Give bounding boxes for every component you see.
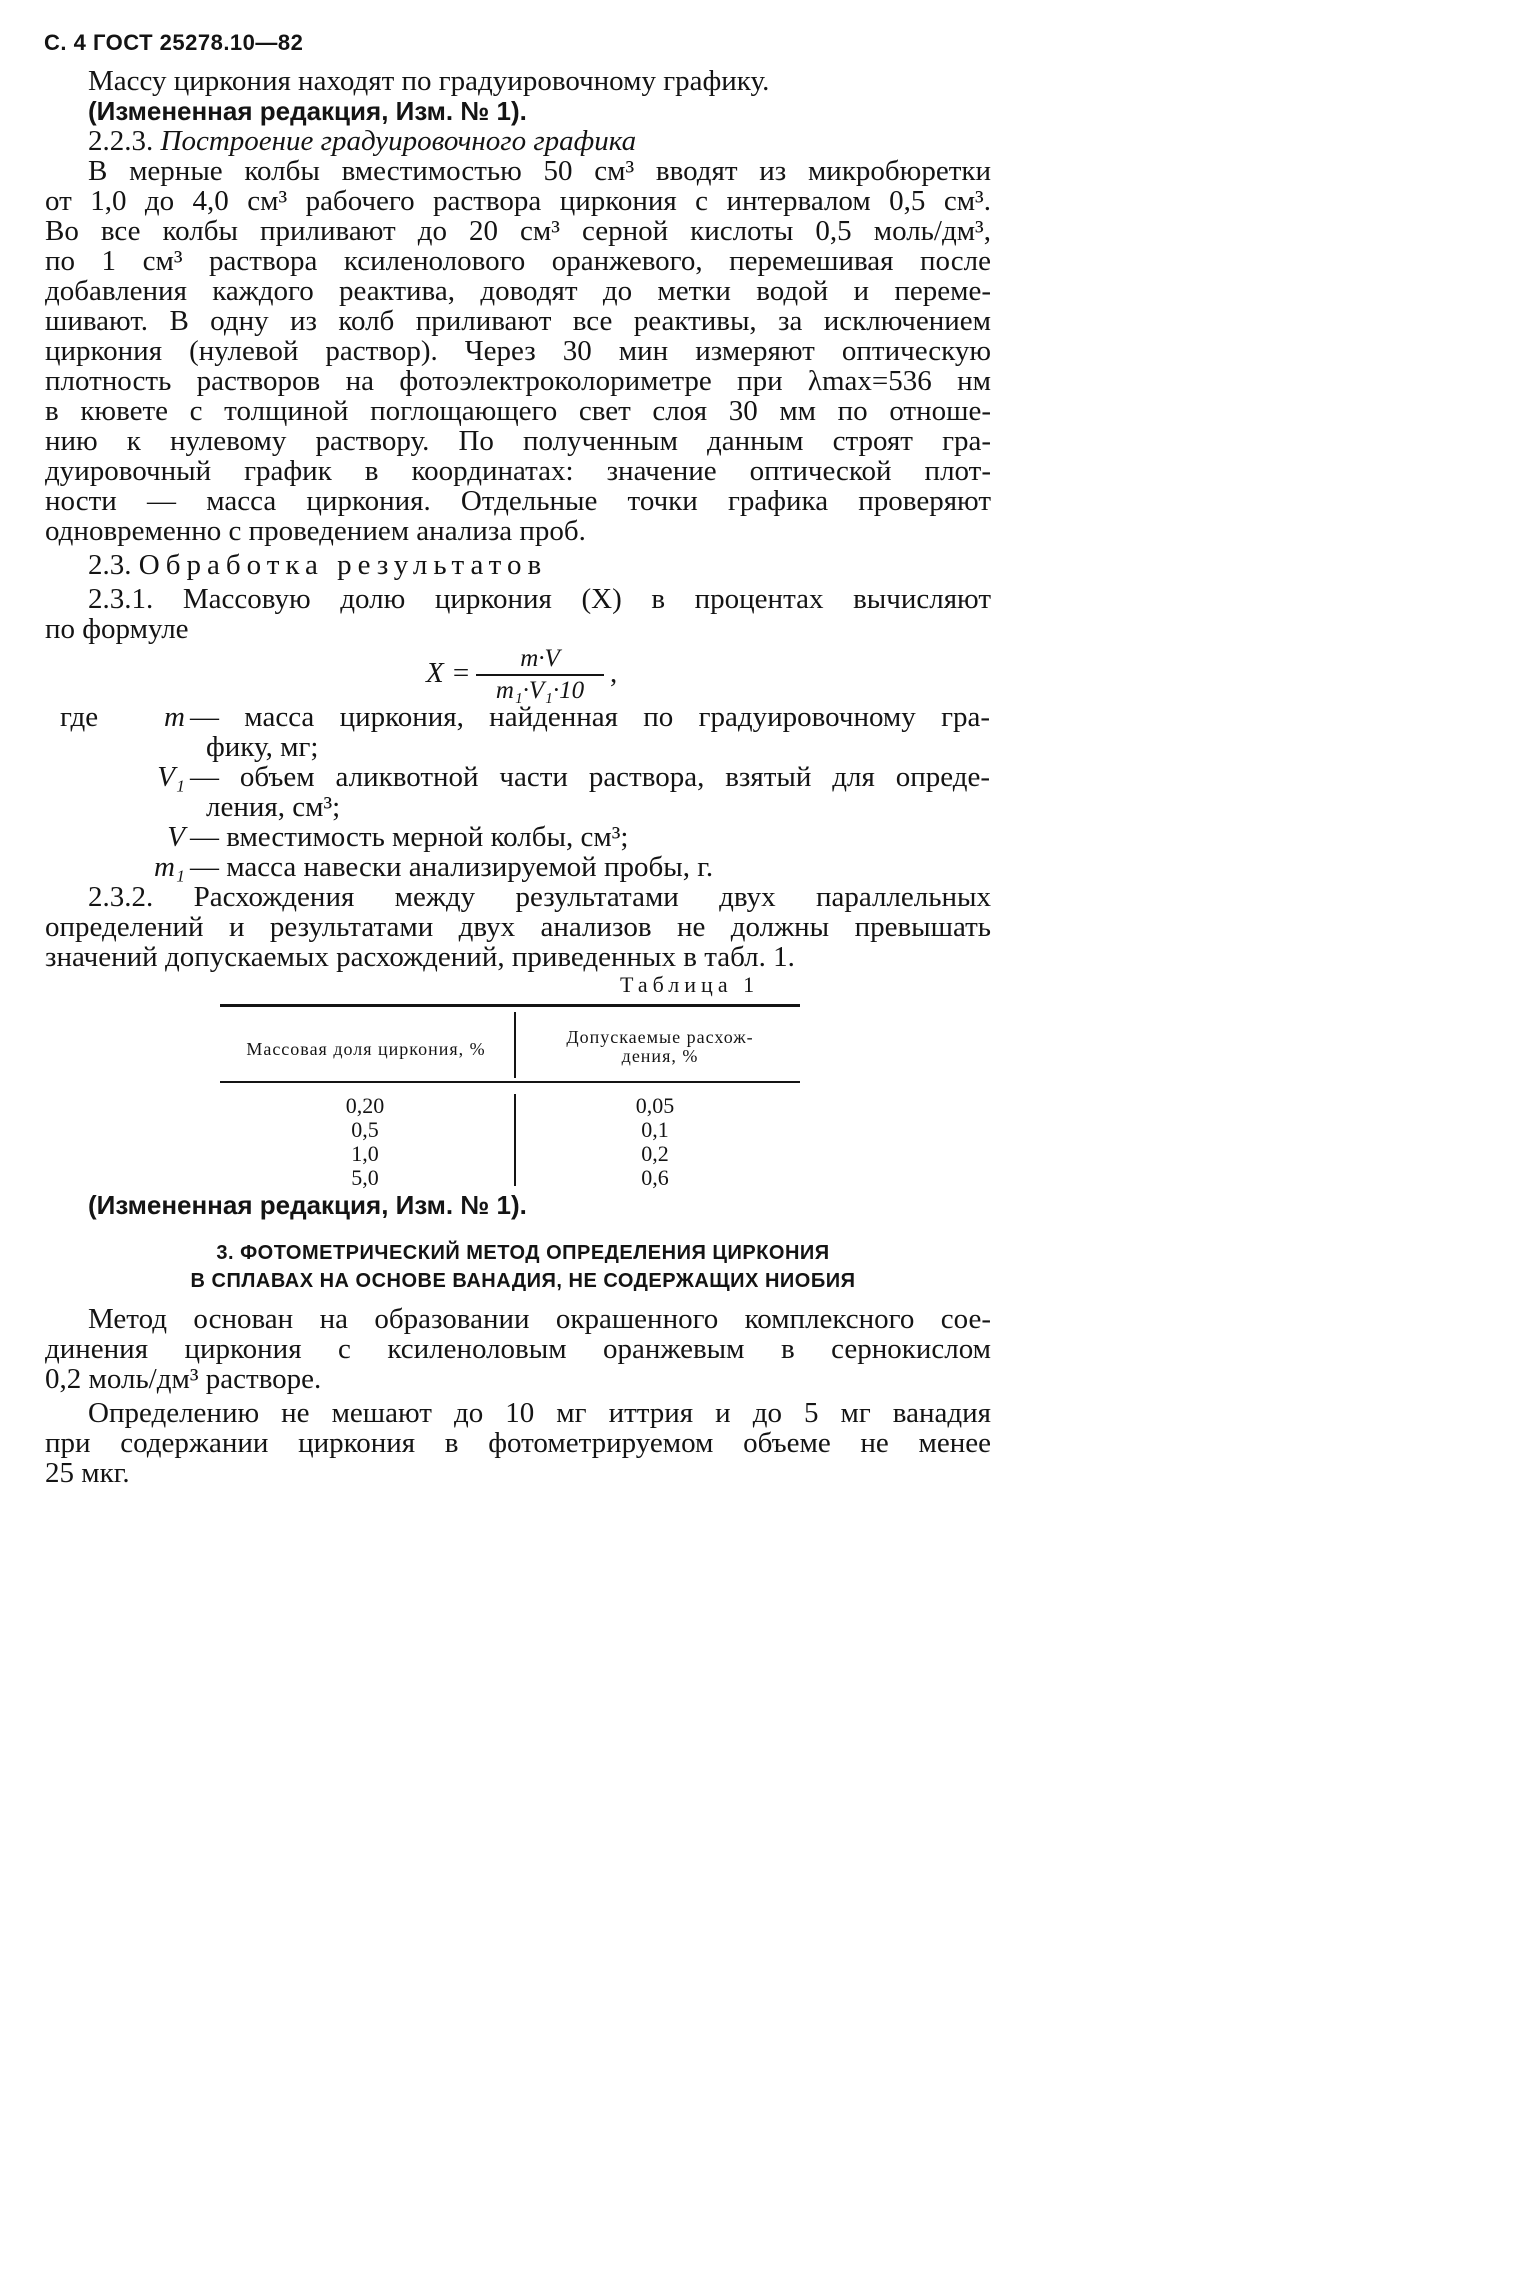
formula-comma: , — [610, 657, 618, 689]
table-cell-tolerance: 0,05 — [635, 1093, 675, 1118]
paragraph-line: 25 мкг. — [45, 1457, 130, 1489]
table-cell-tolerance: 0,6 — [641, 1165, 669, 1190]
where-symbol: m₁ — [153, 851, 185, 883]
paragraph-line: В мерные колбы вместимостью 50 см³ вводят из микробюретки — [88, 155, 991, 187]
subsection-title: Построение градуировочного графика — [160, 125, 637, 157]
paragraph-line: плотность растворов на фотоэлектроколориметре при λmax=536 нм — [45, 365, 991, 397]
paragraph-line: от 1,0 до 4,0 см³ рабочего раствора циркония с интервалом 0,5 см³. — [45, 185, 991, 217]
section-number: 2.3. — [88, 549, 132, 581]
subsection-number: 2.2.3. — [88, 125, 154, 157]
section-title: Обработка результатов — [138, 549, 548, 581]
page-header: С. 4 ГОСТ 25278.10—82 — [44, 30, 304, 55]
table-header-divider — [514, 1012, 516, 1078]
paragraph-line: Массу циркония находят по градуировочному графику. — [88, 65, 770, 97]
paragraph-line: 0,2 моль/дм³ растворе. — [45, 1363, 322, 1395]
where-description: — вместимость мерной колбы, см³; — [190, 821, 629, 853]
where-description: фику, мг; — [206, 731, 319, 763]
formula-denominator: m₁·V₁·10 — [495, 677, 585, 704]
table-top-rule — [220, 1004, 800, 1007]
paragraph-line: по 1 см³ раствора ксиленолового оранжевого, перемешивая после — [45, 245, 991, 277]
table-cell-tolerance: 0,1 — [641, 1117, 669, 1142]
paragraph-line: в кювете с толщиной поглощающего свет слоя 30 мм по отноше- — [45, 395, 991, 427]
formula-numerator: m·V — [520, 645, 560, 672]
paragraph-line: шивают. В одну из колб приливают все реактивы, за исключением — [45, 305, 991, 337]
where-description: ления, см³; — [206, 791, 341, 823]
paragraph-line: дуировочный график в координатах: значение оптической плот- — [45, 455, 991, 487]
where-description: — объем аликвотной части раствора, взятый для опреде- — [190, 761, 990, 793]
section-title: В СПЛАВАХ НА ОСНОВЕ ВАНАДИЯ, НЕ СОДЕРЖАЩИХ НИОБИЯ — [190, 1270, 856, 1292]
table-body-divider — [514, 1094, 516, 1186]
table-cell-mass: 0,20 — [345, 1093, 385, 1118]
paragraph-line: ности — масса циркония. Отдельные точки графика проверяют — [45, 485, 991, 517]
formula-fraction — [476, 646, 604, 704]
edition-note: (Измененная редакция, Изм. № 1). — [88, 1190, 527, 1220]
table-col-header-tolerance: дения, % — [621, 1046, 699, 1066]
table-cell-tolerance: 0,2 — [641, 1141, 669, 1166]
section-heading — [88, 550, 991, 580]
where-symbol: V₁ — [157, 761, 185, 793]
where-symbol: m — [164, 701, 185, 733]
where-description: — масса навески анализируемой пробы, г. — [190, 851, 714, 883]
table-caption: Таблица 1 — [620, 972, 760, 997]
paragraph-line: нию к нулевому раствору. По полученным данным строят гра- — [45, 425, 991, 457]
where-lead: где — [60, 701, 99, 733]
section-title: 3. ФОТОМЕТРИЧЕСКИЙ МЕТОД ОПРЕДЕЛЕНИЯ ЦИРКОНИЯ — [216, 1242, 830, 1264]
edition-note: (Измененная редакция, Изм. № 1). — [88, 96, 527, 126]
paragraph-line: Во все колбы приливают до 20 см³ серной кислоты 0,5 моль/дм³, — [45, 215, 991, 247]
paragraph-line: добавления каждого реактива, доводят до метки водой и переме- — [45, 275, 991, 307]
subsection-heading — [88, 126, 991, 156]
paragraph-line: при содержании циркония в фотометрируемом объеме не менее — [45, 1427, 991, 1459]
paragraph-line: циркония (нулевой раствор). Через 30 мин измеряют оптическую — [45, 335, 991, 367]
paragraph-line: определений и результатами двух анализов не должны превышать — [45, 911, 991, 943]
where-description: — масса циркония, найденная по градуировочному гра- — [190, 701, 990, 733]
where-symbol: V — [167, 821, 185, 853]
table-col-header-tolerance: Допускаемые расхож- — [566, 1027, 754, 1047]
paragraph-line: динения циркония с ксиленоловым оранжевым в сернокислом — [45, 1333, 991, 1365]
paragraph-line: по формуле — [45, 613, 189, 645]
paragraph-line: значений допускаемых расхождений, приведенных в табл. 1. — [45, 941, 795, 973]
table-cell-mass: 0,5 — [351, 1117, 379, 1142]
table-header-rule — [220, 1081, 800, 1083]
formula-lhs: X = — [426, 657, 471, 689]
table-col-header-mass: Массовая доля циркония, % — [246, 1039, 486, 1059]
paragraph-line: 2.3.1. Массовую долю циркония (X) в процентах вычисляют — [88, 583, 991, 615]
fraction-bar — [476, 674, 604, 676]
paragraph-line: 2.3.2. Расхождения между результатами двух параллельных — [88, 881, 991, 913]
paragraph-line: одновременно с проведением анализа проб. — [45, 515, 586, 547]
paragraph-line: Метод основан на образовании окрашенного комплексного сое- — [88, 1303, 991, 1335]
table-cell-mass: 5,0 — [351, 1165, 379, 1190]
paragraph-line: Определению не мешают до 10 мг иттрия и до 5 мг ванадия — [88, 1397, 991, 1429]
table-cell-mass: 1,0 — [351, 1141, 379, 1166]
document-page — [0, 0, 1046, 1573]
